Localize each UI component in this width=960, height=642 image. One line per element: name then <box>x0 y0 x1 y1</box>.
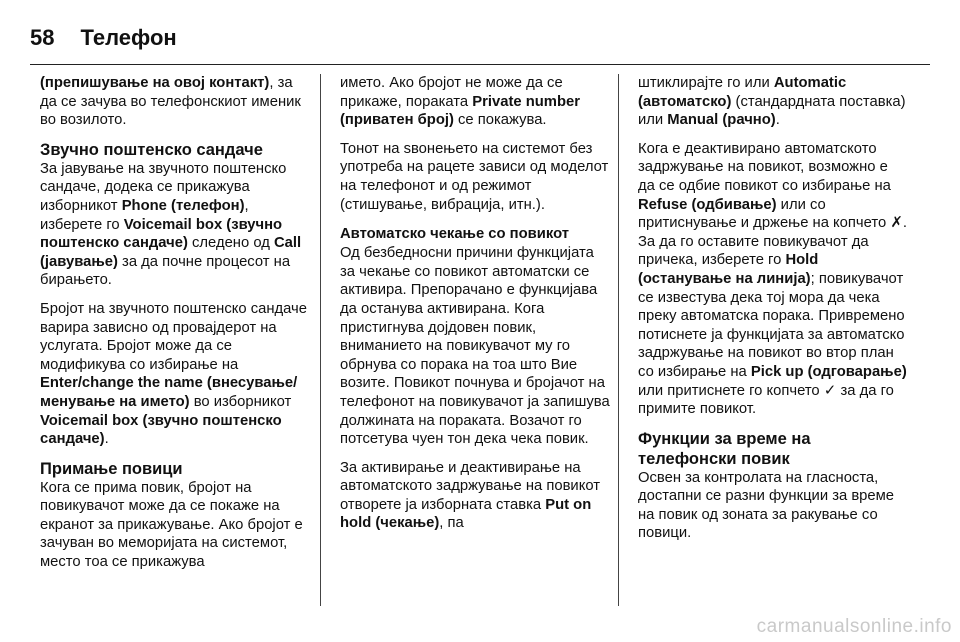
paragraph-private-number: името. Ако бројот не може да се прикаже, пораката Private number (приватен број) се покажува. <box>340 75 580 129</box>
page-header <box>30 12 930 65</box>
column-divider-1 <box>320 74 321 606</box>
column-divider-2 <box>618 74 619 606</box>
page-title: Телефон <box>80 25 177 50</box>
paragraph-ringtone: Тонот на ѕвонењето на системот без употреба на рацете зависи од моделот на телефонот и од режимот (стишување, вибрација, итн.). <box>340 140 609 213</box>
column-3 <box>638 74 908 553</box>
paragraph-save-contact: (препишување на овој контакт), за да се зачува во телефонскиот именик во возилото. <box>40 75 301 129</box>
paragraph-during-call: Освен за контролата на гласноста, достапни се разни функции за време на повик од зоната за ракување со повици. <box>638 469 895 542</box>
paragraph-hold-setting: штиклирајте го или Automatic (автоматско) (стандардната поставка) или Manual (рачно). <box>638 75 906 129</box>
watermark: carmanualsonline.info <box>756 616 952 637</box>
column-2 <box>340 74 610 543</box>
heading-voicemail: Звучно поштенско сандаче <box>40 140 263 159</box>
section-auto-hold <box>340 224 610 533</box>
section-voicemail <box>40 140 310 449</box>
heading-during-call: Функции за време на телефонски повик <box>638 429 811 468</box>
heading-incoming-calls: Примање повици <box>40 459 183 478</box>
paragraph-auto-hold: Од безбедносни причини функцијата за чекање со повикот автоматски се активира. Препорачано е функцијава да останува активирана. Кога пристигнува дојдовен повик, вниманието на повикувачот му го обрнува со порака на тоа што Вие возите. Повикот почнува и бројачот на телефонот на повикувачот ја запишува должината на пораката. Возачот го потсетува чуен тон дека чека повик. <box>340 245 610 448</box>
section-during-call <box>638 429 908 543</box>
heading-auto-hold: Автоматско чекање со повикот <box>340 226 569 243</box>
section-incoming-calls <box>40 459 310 572</box>
paragraph-activate-hold: За активирање и деактивирање на автоматското задржување на повикот отворете ја изборната ставка Put on hold (чекање), па <box>340 459 601 532</box>
page-number: 58 <box>30 25 55 50</box>
end-call-icon: ✗ <box>890 214 903 232</box>
paragraph-incoming: Кога се прима повик, бројот на повикувачот може да се покаже на екранот за прикажување. Ако бројот е зачуван во меморијата на системот, место тоа се прикажува <box>40 479 303 571</box>
paragraph-voicemail-call: За јавување на звучното поштенско сандаче, додека се прикажува изборникот Phone (телефон), изберете го Voicemail box (звучно поштенско сандаче) следено од Call (јавување) за да почне процесот на бирањето. <box>40 160 302 289</box>
paragraph-deactivated-hold: Кога е деактивирано автоматското задржување на повикот, возможно е да се одбие повикот со избирање на Refuse (одбивање) или со притиснување и држење на копчето ✗. За да го оставите повикувачот да причека, изберете го Hold (останување на линија); повикувачот се известува дека тој мора да чека преку автоматска порака. Привремено потиснете ја функцијата за автоматско задржување на повикот во втор план со избирање на Pick up (одговарање) или притиснете го копчето ✓ за да го примите повикот. <box>638 140 908 418</box>
paragraph-voicemail-number: Бројот на звучното поштенско сандаче варира зависно од провајдерот на услугата. Бројот може да се модификува со избирање на Enter/change the name (внесување/менување на името) во изборникот Voicemail box (звучно поштенско сандаче). <box>40 300 307 448</box>
answer-call-icon: ✓ <box>823 381 837 399</box>
column-1 <box>40 74 310 582</box>
